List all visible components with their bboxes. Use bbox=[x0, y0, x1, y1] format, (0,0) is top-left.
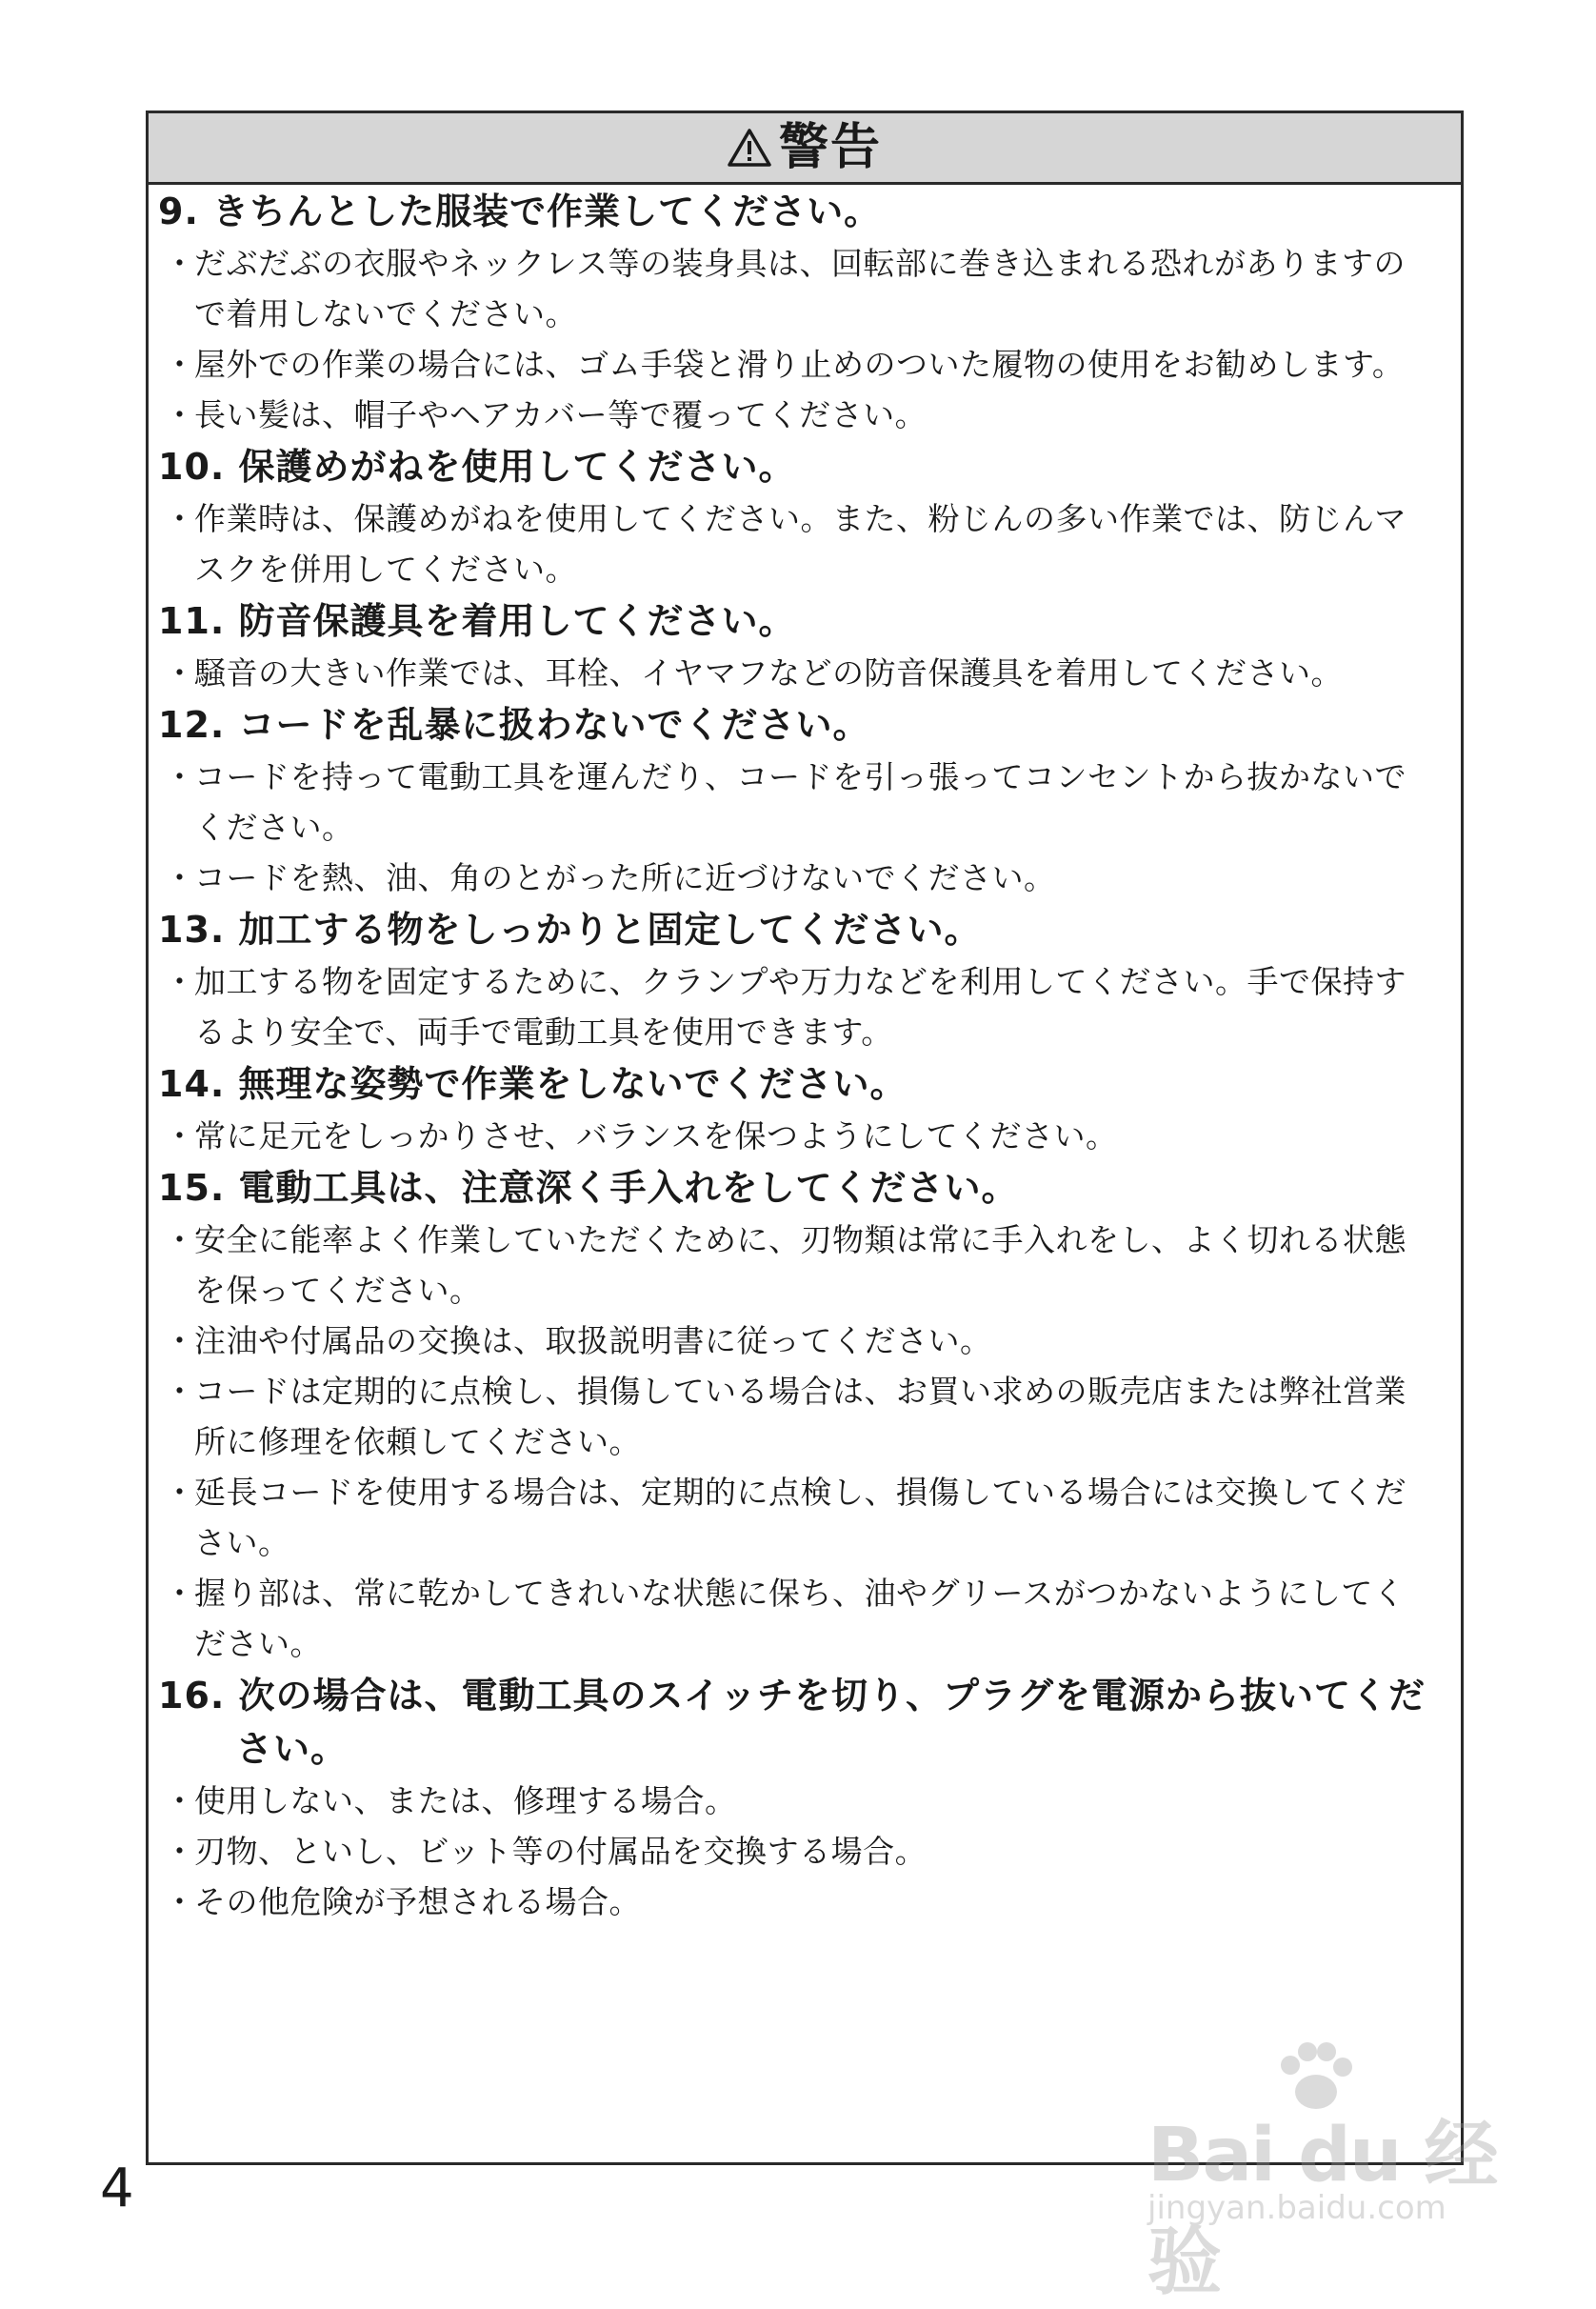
bullet-list bbox=[158, 493, 1461, 594]
bullet-dot: ・ bbox=[164, 963, 196, 1000]
bullet-dot: ・ bbox=[164, 1474, 196, 1511]
section-10 bbox=[158, 440, 1461, 594]
list-item-text: 加工する物を固定するために、クランプや万力などを利用してください。手で保持するより安全で、両手で電動工具を使用できます。 bbox=[194, 963, 1406, 1051]
page-number: 4 bbox=[100, 2158, 134, 2219]
section-9 bbox=[158, 185, 1461, 440]
watermark-url: jingyan.baidu.com bbox=[1147, 2189, 1446, 2227]
list-item bbox=[158, 493, 1461, 594]
list-item-text: 使用しない、または、修理する場合。 bbox=[194, 1782, 737, 1819]
section-heading: 13. 加工する物をしっかりと固定してください。 bbox=[158, 909, 982, 951]
list-item-text: 刃物、といし、ビット等の付属品を交換する場合。 bbox=[194, 1833, 928, 1870]
bullet-list bbox=[158, 1111, 1461, 1161]
baidu-watermark bbox=[1128, 2038, 1528, 2305]
watermark-brand: Bai du 经验 bbox=[1147, 2113, 1497, 2305]
section-heading: 12. コードを乱暴に扱わないでください。 bbox=[158, 704, 870, 746]
section-heading: 9. きちんとした服装で作業してください。 bbox=[158, 191, 882, 232]
list-item-text: 作業時は、保護めがねを使用してください。また、粉じんの多い作業では、防じんマスクを併用してください。 bbox=[194, 500, 1406, 588]
list-item-text: コードは定期的に点検し、損傷している場合は、お買い求めの販売店または弊社営業所に修理を依頼してください。 bbox=[194, 1373, 1406, 1460]
bullet-list bbox=[158, 648, 1461, 698]
list-item-text: 延長コードを使用する場合は、定期的に点検し、損傷している場合には交換してください。 bbox=[194, 1474, 1406, 1561]
bullet-dot: ・ bbox=[164, 1221, 196, 1258]
list-item-text: 屋外での作業の場合には、ゴム手袋と滑り止めのついた履物の使用をお勧めします。 bbox=[194, 346, 1405, 383]
warning-triangle-icon bbox=[728, 128, 771, 168]
list-item bbox=[158, 956, 1461, 1057]
list-item-text: 騒音の大きい作業では、耳栓、イヤマフなどの防音保護具を着用してください。 bbox=[194, 654, 1343, 692]
section-heading: 16. 次の場合は、電動工具のスイッチを切り、プラグを電源から抜いてください。 bbox=[158, 1675, 1426, 1770]
bullet-dot: ・ bbox=[164, 1833, 196, 1870]
list-item-text: だぶだぶの衣服やネックレス等の装身具は、回転部に巻き込まれる恐れがありますので着用しないでください。 bbox=[194, 245, 1406, 332]
warning-content bbox=[149, 185, 1461, 1927]
list-item-text: 注油や付属品の交換は、取扱説明書に従ってください。 bbox=[194, 1322, 992, 1359]
warning-header bbox=[149, 113, 1461, 185]
list-item-text: その他危険が予想される場合。 bbox=[194, 1883, 641, 1920]
section-16 bbox=[158, 1669, 1461, 1927]
bullet-dot: ・ bbox=[164, 758, 196, 795]
section-12 bbox=[158, 698, 1461, 903]
list-item bbox=[158, 1111, 1461, 1161]
warning-title: 警告 bbox=[778, 119, 882, 176]
list-item-text: 常に足元をしっかりさせ、バランスを保つようにしてください。 bbox=[194, 1117, 1118, 1154]
bullet-dot: ・ bbox=[164, 1373, 196, 1410]
list-item-text: 安全に能率よく作業していただくために、刃物類は常に手入れをし、よく切れる状態を保ってください。 bbox=[194, 1221, 1406, 1309]
bullet-dot: ・ bbox=[164, 654, 196, 692]
list-item bbox=[158, 1315, 1461, 1366]
section-14 bbox=[158, 1057, 1461, 1161]
bullet-dot: ・ bbox=[164, 500, 196, 537]
list-item bbox=[158, 1215, 1461, 1315]
list-item bbox=[158, 648, 1461, 698]
bullet-list bbox=[158, 1215, 1461, 1669]
bullet-list bbox=[158, 238, 1461, 440]
list-item bbox=[158, 339, 1461, 390]
bullet-dot: ・ bbox=[164, 245, 196, 282]
list-item bbox=[158, 238, 1461, 339]
list-item-text: コードを熱、油、角のとがった所に近づけないでください。 bbox=[194, 859, 1056, 896]
section-15 bbox=[158, 1161, 1461, 1669]
list-item bbox=[158, 1776, 1461, 1826]
list-item bbox=[158, 853, 1461, 903]
bullet-dot: ・ bbox=[164, 1575, 196, 1612]
list-item bbox=[158, 390, 1461, 440]
list-item bbox=[158, 1366, 1461, 1467]
section-heading: 14. 無理な姿勢で作業をしないでください。 bbox=[158, 1063, 908, 1105]
bullet-list bbox=[158, 956, 1461, 1057]
bullet-dot: ・ bbox=[164, 1782, 196, 1819]
list-item-text: 長い髪は、帽子やヘアカバー等で覆ってください。 bbox=[194, 396, 928, 433]
bullet-dot: ・ bbox=[164, 1117, 196, 1154]
section-13 bbox=[158, 903, 1461, 1057]
section-11 bbox=[158, 594, 1461, 698]
warning-panel bbox=[146, 110, 1464, 2165]
list-item bbox=[158, 752, 1461, 853]
list-item-text: 握り部は、常に乾かしてきれいな状態に保ち、油やグリースがつかないようにしてください。 bbox=[194, 1575, 1406, 1662]
section-heading: 10. 保護めがねを使用してください。 bbox=[158, 446, 796, 488]
bullet-list bbox=[158, 752, 1461, 903]
list-item-text: コードを持って電動工具を運んだり、コードを引っ張ってコンセントから抜かないでください。 bbox=[194, 758, 1406, 846]
bullet-dot: ・ bbox=[164, 1322, 196, 1359]
bullet-dot: ・ bbox=[164, 396, 196, 433]
bullet-list bbox=[158, 1776, 1461, 1927]
bullet-dot: ・ bbox=[164, 346, 196, 383]
bullet-dot: ・ bbox=[164, 859, 196, 896]
section-heading: 11. 防音保護具を着用してください。 bbox=[158, 600, 796, 642]
list-item bbox=[158, 1826, 1461, 1877]
list-item bbox=[158, 1568, 1461, 1669]
list-item bbox=[158, 1877, 1461, 1927]
list-item bbox=[158, 1467, 1461, 1568]
bullet-dot: ・ bbox=[164, 1883, 196, 1920]
section-heading: 15. 電動工具は、注意深く手入れをしてください。 bbox=[158, 1167, 1019, 1209]
